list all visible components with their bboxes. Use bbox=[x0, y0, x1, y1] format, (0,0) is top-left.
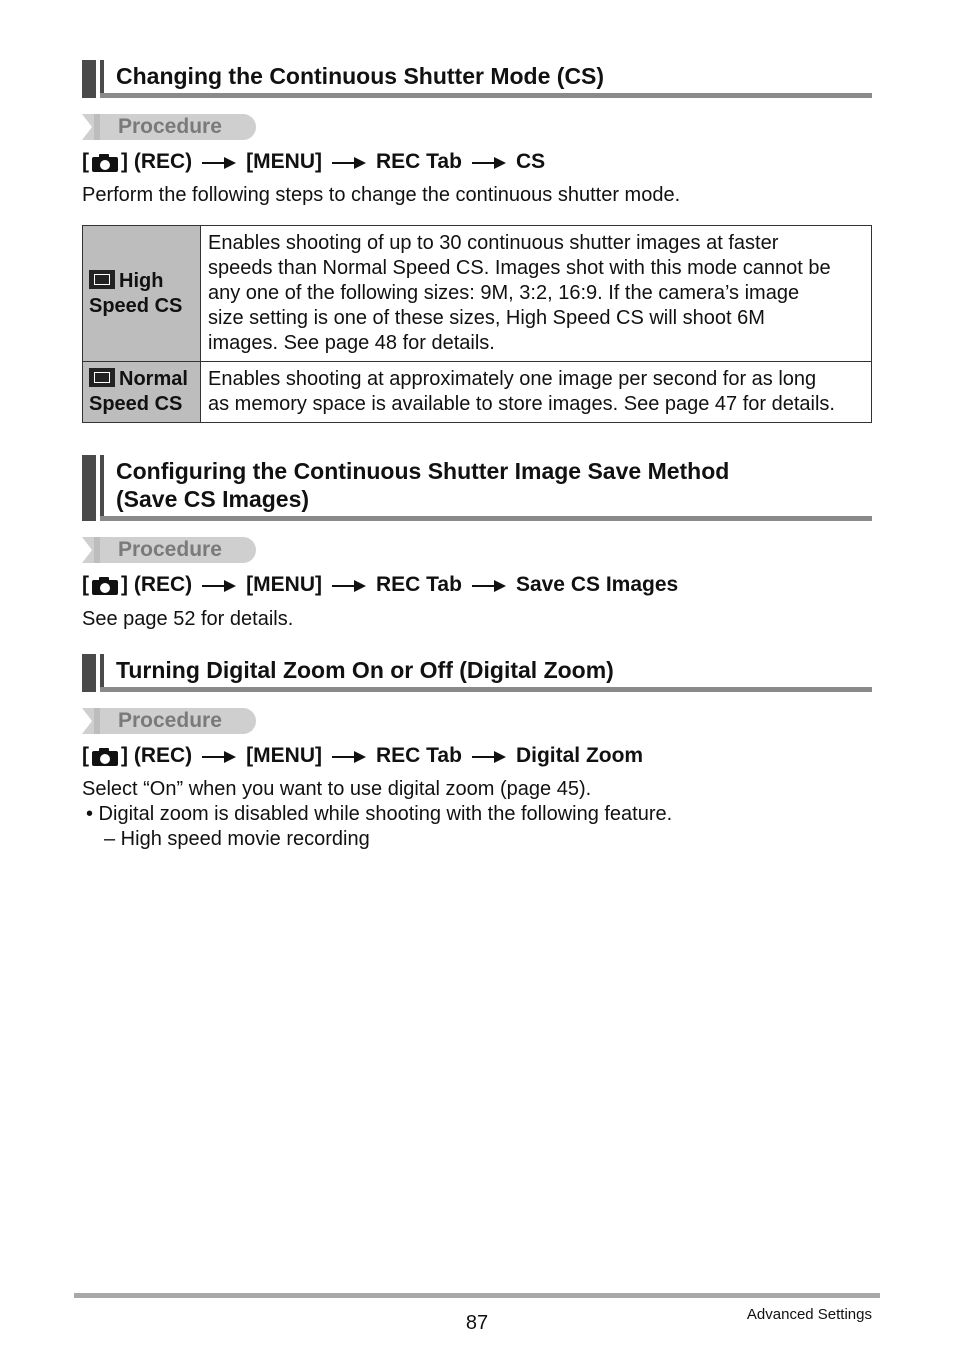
footer-section-label: Advanced Settings bbox=[746, 1306, 872, 1323]
procedure-label: Procedure bbox=[82, 537, 256, 563]
section-title: Configuring the Continuous Shutter Image Save Method (Save CS Images) bbox=[116, 458, 730, 512]
section-heading-digital-zoom bbox=[82, 654, 872, 692]
menu-path: [ ] (REC) [MENU] REC Tab CS bbox=[82, 150, 546, 173]
bullet-item: • Digital zoom is disabled while shooting with the following feature. bbox=[86, 803, 673, 825]
section-heading-cs bbox=[82, 60, 872, 98]
body-text: Perform the following steps to change the continuous shutter mode. bbox=[82, 184, 681, 206]
sub-bullet-item: – High speed movie recording bbox=[104, 828, 370, 850]
procedure-label: Procedure bbox=[82, 114, 256, 140]
section-title: Turning Digital Zoom On or Off (Digital Zoom) bbox=[116, 657, 614, 683]
arrow-right-icon bbox=[202, 572, 236, 598]
arrow-right-icon bbox=[472, 149, 506, 175]
menu-path: [ ] (REC) [MENU] REC Tab Digital Zoom bbox=[82, 744, 644, 767]
normal-speed-cs-icon bbox=[89, 368, 115, 387]
arrow-right-icon bbox=[472, 743, 506, 769]
footer-rule bbox=[74, 1293, 880, 1298]
camera-icon bbox=[91, 746, 119, 766]
arrow-right-icon bbox=[202, 743, 236, 769]
arrow-right-icon bbox=[332, 149, 366, 175]
table-row bbox=[83, 226, 872, 362]
arrow-right-icon bbox=[472, 572, 506, 598]
arrow-right-icon bbox=[202, 149, 236, 175]
page-number: 87 bbox=[465, 1312, 489, 1334]
table-key: Normal Speed CS bbox=[83, 362, 201, 423]
table-row bbox=[83, 362, 872, 423]
arrow-right-icon bbox=[332, 743, 366, 769]
body-text: Select “On” when you want to use digital zoom (page 45). bbox=[82, 778, 592, 800]
table-key: High Speed CS bbox=[83, 226, 201, 362]
high-speed-cs-icon bbox=[89, 270, 115, 289]
cs-mode-table bbox=[82, 225, 872, 423]
body-text: See page 52 for details. bbox=[82, 608, 294, 630]
table-value: Enables shooting of up to 30 continuous shutter images at faster speeds than Normal Speed CS. Images shot with this mode cannot be any one of the following sizes: 9M, 3:2, 16:9. If the camera’s image size setting is one of these sizes, High Speed CS will shoot 6M images. See page 48 for details. bbox=[201, 226, 872, 362]
procedure-label: Procedure bbox=[82, 708, 256, 734]
camera-icon bbox=[91, 575, 119, 595]
table-value: Enables shooting at approximately one image per second for as long as memory space is available to store images. See page 47 for details. bbox=[201, 362, 872, 423]
section-title: Changing the Continuous Shutter Mode (CS) bbox=[116, 63, 605, 89]
section-heading-save-cs bbox=[82, 455, 872, 521]
arrow-right-icon bbox=[332, 572, 366, 598]
camera-icon bbox=[91, 152, 119, 172]
menu-path: [ ] (REC) [MENU] REC Tab Save CS Images bbox=[82, 573, 679, 596]
